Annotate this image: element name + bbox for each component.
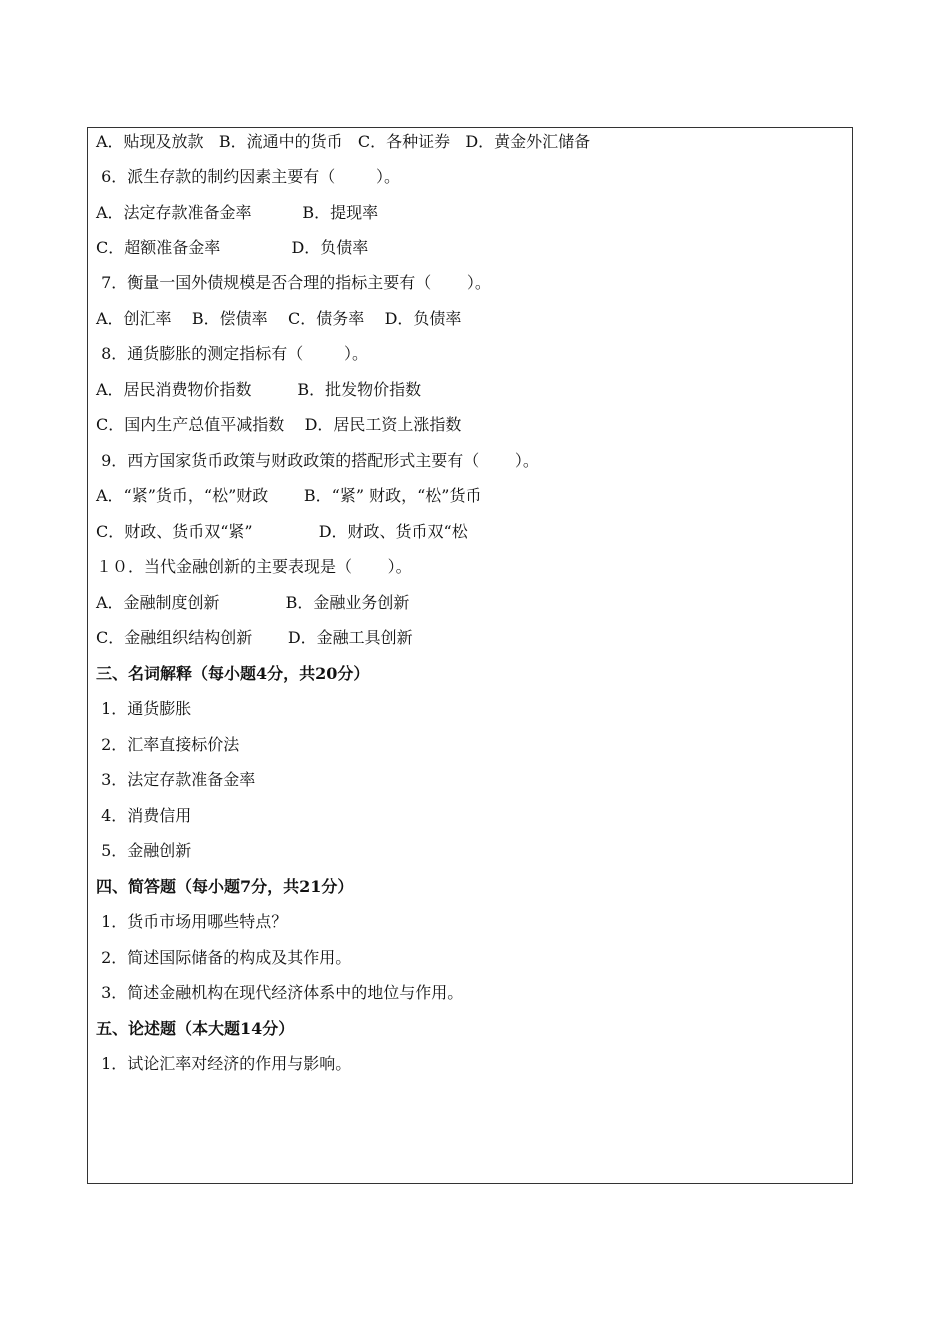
question-10: １０．当代金融创新的主要表现是（ ）。 — [96, 557, 412, 576]
short-answer-1: 1．货币市场用哪些特点？ — [96, 912, 288, 931]
term-4: 4．消费信用 — [96, 806, 192, 825]
term-5: 5．金融创新 — [96, 841, 192, 860]
question-10-options-ab: A．金融制度创新 B．金融业务创新 — [96, 593, 410, 612]
short-answer-3: 3．简述金融机构在现代经济体系中的地位与作用。 — [96, 983, 464, 1002]
section-5-heading: 五、论述题（本大题14分） — [96, 1019, 295, 1038]
question-9: 9．西方国家货币政策与财政政策的搭配形式主要有（ ）。 — [96, 451, 539, 470]
question-5-options: A．贴现及放款 B．流通中的货币 C．各种证券 D．黄金外汇储备 — [96, 132, 591, 151]
question-8-options-cd: C．国内生产总值平减指数 D．居民工资上涨指数 — [96, 415, 462, 434]
question-6-options-ab: A．法定存款准备金率 B．提现率 — [96, 203, 379, 222]
term-3: 3．法定存款准备金率 — [96, 770, 256, 789]
term-2: 2．汇率直接标价法 — [96, 735, 240, 754]
question-7: 7．衡量一国外债规模是否合理的指标主要有（ ）。 — [96, 273, 491, 292]
question-8: 8．通货膨胀的测定指标有（ ）。 — [96, 344, 368, 363]
section-4-heading: 四、简答题（每小题7分，共21分） — [96, 877, 354, 896]
section-3-heading: 三、名词解释（每小题4分，共20分） — [96, 664, 370, 683]
question-9-options-ab: A．“紧”货币，“松”财政 B．“紧” 财政，“松”货币 — [96, 486, 482, 505]
short-answer-2: 2．简述国际储备的构成及其作用。 — [96, 948, 352, 967]
term-1: 1．通货膨胀 — [96, 699, 192, 718]
question-10-options-cd: C．金融组织结构创新 D．金融工具创新 — [96, 628, 413, 647]
question-6-options-cd: C．超额准备金率 D．负债率 — [96, 238, 369, 257]
question-8-options-ab: A．居民消费物价指数 B．批发物价指数 — [96, 380, 422, 399]
question-6: 6．派生存款的制约因素主要有（ ）。 — [96, 167, 400, 186]
essay-1: 1．试论汇率对经济的作用与影响。 — [96, 1054, 352, 1073]
question-7-options: A．创汇率 B．偿债率 C．债务率 D．负债率 — [96, 309, 462, 328]
question-9-options-cd: C．财政、货币双“紧” D．财政、货币双“松 — [96, 522, 468, 541]
